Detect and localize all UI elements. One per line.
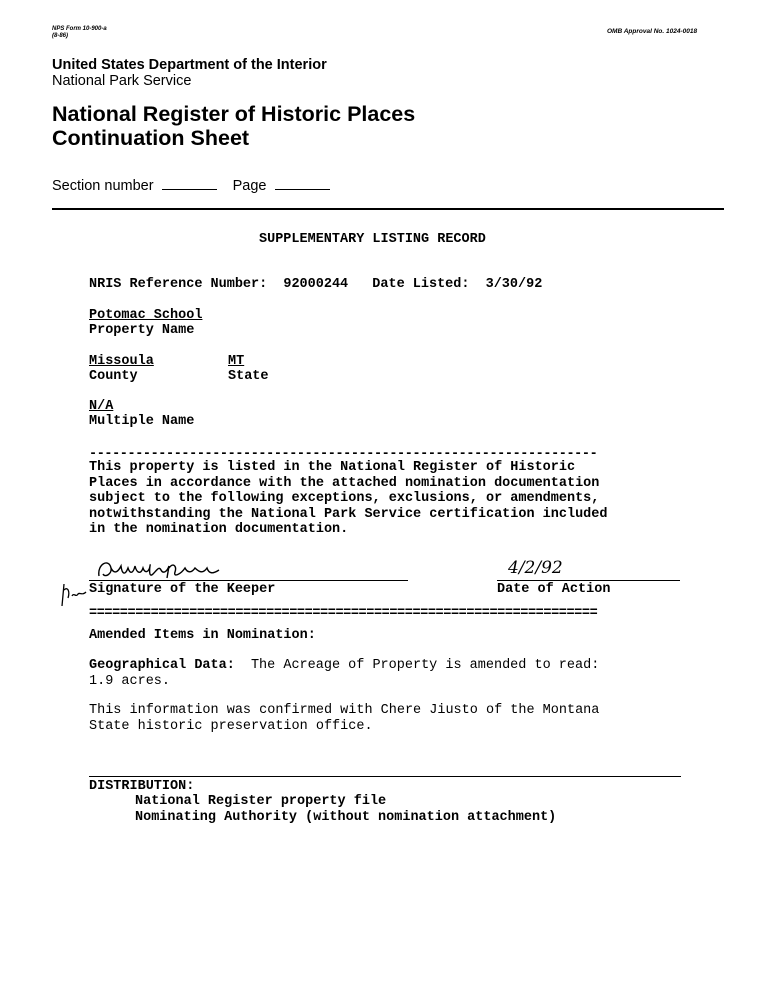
- geo-line-1: [89, 658, 599, 674]
- distribution-list: [135, 794, 556, 825]
- state-value: MT: [228, 354, 245, 369]
- department-name: United States Department of the Interior: [52, 57, 327, 73]
- confirmation-note: [89, 703, 599, 734]
- section-number-label: Section number: [52, 178, 154, 194]
- county-label: County: [89, 369, 138, 384]
- form-number-text: NPS Form 10-900-a: [52, 26, 107, 32]
- state-label: State: [228, 369, 269, 384]
- geo-line-2: 1.9 acres.: [89, 673, 171, 689]
- omb-approval: OMB Approval No. 1024-0018: [607, 28, 698, 35]
- property-name-label: Property Name: [89, 323, 195, 338]
- dashed-separator: ------------------------------------------------------------------: [89, 447, 598, 462]
- signature-line: [89, 580, 408, 581]
- page-number-blank: [275, 188, 330, 190]
- statement-line: Places in accordance with the attached nomination documentation: [89, 475, 600, 491]
- nris-value: 92000244: [283, 277, 349, 292]
- distribution-item: National Register property file: [135, 794, 387, 809]
- form-date-text: (8-86): [52, 33, 69, 39]
- nris-label: NRIS Reference Number:: [89, 277, 268, 292]
- note-line-2: State historic preservation office.: [89, 718, 373, 734]
- equals-separator: [89, 606, 598, 621]
- section-number-blank: [162, 188, 217, 190]
- section-page-row: [52, 178, 330, 194]
- multiple-name-label: Multiple Name: [89, 414, 195, 429]
- record-heading: SUPPLEMENTARY LISTING RECORD: [259, 232, 486, 247]
- distribution-rule: [89, 776, 681, 777]
- property-name-value: Potomac School: [89, 308, 203, 323]
- amended-items-heading: Amended Items in Nomination:: [89, 628, 316, 643]
- note-line-1: This information was confirmed with Chere Jiusto of the Montana: [89, 703, 600, 718]
- page-label: Page: [232, 178, 267, 194]
- multiple-name-value: N/A: [89, 399, 114, 414]
- listing-statement: [89, 460, 607, 538]
- equals-line: ==================================================================: [89, 606, 598, 621]
- date-of-action-value: 4/2/92: [508, 558, 563, 578]
- page-subtitle: Continuation Sheet: [52, 126, 250, 150]
- date-line: [497, 580, 680, 581]
- statement-line: This property is listed in the National Register of Historic: [89, 460, 576, 475]
- statement-line: notwithstanding the National Park Service certification included: [89, 506, 608, 522]
- distribution-heading: DISTRIBUTION:: [89, 779, 195, 794]
- geo-text: The Acreage of Property is amended to read:: [250, 658, 600, 673]
- county-value: Missoula: [89, 354, 154, 369]
- date-listed-value: 3/30/92: [485, 277, 543, 292]
- initials-mark: [58, 580, 88, 608]
- header-rule: [52, 208, 724, 210]
- agency-name: National Park Service: [52, 73, 192, 89]
- statement-line: subject to the following exceptions, exclusions, or amendments,: [89, 491, 600, 507]
- form-number: [52, 26, 107, 40]
- distribution-item: Nominating Authority (without nomination attachment): [135, 809, 557, 825]
- page-title: National Register of Historic Places: [52, 102, 416, 126]
- nris-row: [89, 277, 542, 292]
- statement-line: in the nomination documentation.: [89, 522, 349, 538]
- geo-label: Geographical Data:: [89, 658, 235, 673]
- date-of-action-label: Date of Action: [497, 582, 611, 597]
- geographical-data: [89, 658, 599, 689]
- keeper-signature-label: Signature of the Keeper: [89, 582, 276, 597]
- date-listed-label: Date Listed:: [372, 277, 470, 292]
